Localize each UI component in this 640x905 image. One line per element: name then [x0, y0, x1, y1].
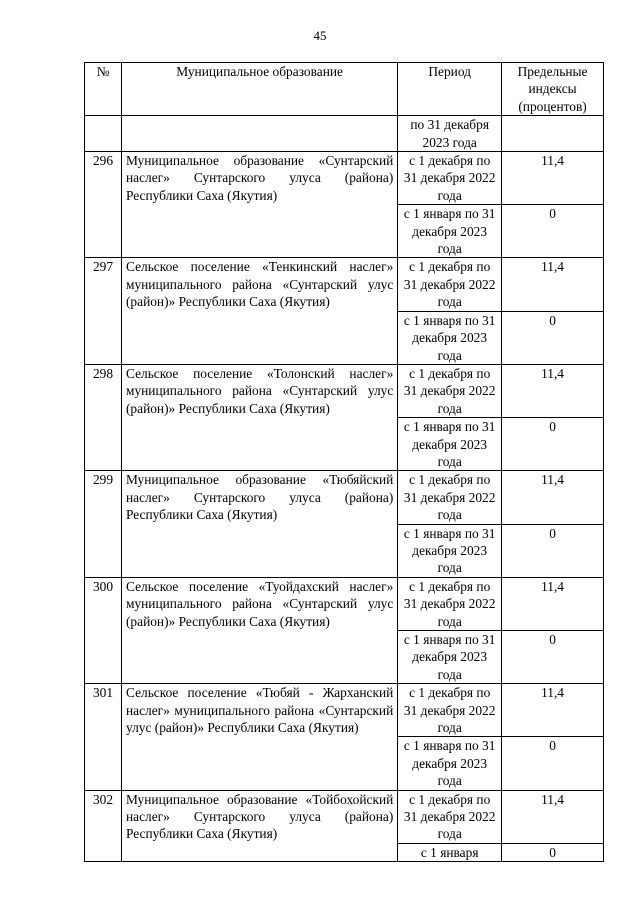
table-row: [85, 471, 604, 524]
municipality-name: Сельское поселение «Тюбяй - Жарханский наслег» муниципального района «Сунтарский улус (район)» Республики Саха (Якутия): [121, 684, 397, 790]
municipality-name: Муниципальное образование «Сунтарский наслег» Сунтарского улуса (района) Республики Саха (Якутия): [121, 152, 397, 258]
index-cell: 11,4: [502, 471, 604, 524]
row-number: 299: [85, 471, 122, 577]
index-cell: 11,4: [502, 364, 604, 417]
index-cell: 0: [502, 311, 604, 364]
row-number: 298: [85, 364, 122, 470]
period-cell: с 1 января по 31 декабря 2023 года: [398, 311, 502, 364]
table-row: [85, 790, 604, 843]
table-row: [85, 577, 604, 630]
row-number: 302: [85, 790, 122, 862]
period-cell: с 1 декабря по 31 декабря 2022 года: [398, 152, 502, 205]
header-index: Предельные индексы (процентов): [502, 63, 604, 116]
table-row: [85, 364, 604, 417]
index-cell: 0: [502, 524, 604, 577]
continuation-index: [502, 116, 604, 152]
row-number: 296: [85, 152, 122, 258]
table-row: [85, 258, 604, 311]
page-number: 45: [313, 28, 327, 43]
municipality-name: Сельское поселение «Туойдахский наслег» муниципального района «Сунтарский улус (район)» Республики Саха (Якутия): [121, 577, 397, 683]
table-body: [85, 116, 604, 862]
period-cell: с 1 января по 31 декабря 2023 года: [398, 631, 502, 684]
table-header-row: [85, 63, 604, 116]
table-row: [85, 684, 604, 737]
period-cell: с 1 декабря по 31 декабря 2022 года: [398, 471, 502, 524]
period-cell: с 1 декабря по 31 декабря 2022 года: [398, 258, 502, 311]
period-cell: с 1 декабря по 31 декабря 2022 года: [398, 577, 502, 630]
index-cell: 11,4: [502, 152, 604, 205]
municipality-name: Сельское поселение «Толонский наслег» муниципального района «Сунтарский улус (район)» Республики Саха (Якутия): [121, 364, 397, 470]
index-cell: 11,4: [502, 577, 604, 630]
index-cell: 11,4: [502, 258, 604, 311]
row-number: 301: [85, 684, 122, 790]
period-cell: с 1 января по 31 декабря 2023 года: [398, 524, 502, 577]
continuation-number-cell: [85, 116, 122, 152]
municipality-name: Муниципальное образование «Тойбохойский наслег» Сунтарского улуса (района) Республики Саха (Якутия): [121, 790, 397, 862]
index-cell: 0: [502, 418, 604, 471]
period-cell: с 1 января по 31 декабря 2023 года: [398, 205, 502, 258]
row-number: 300: [85, 577, 122, 683]
index-cell: 0: [502, 843, 604, 861]
header-number: №: [85, 63, 122, 116]
period-cell: с 1 декабря по 31 декабря 2022 года: [398, 684, 502, 737]
header-period: Период: [398, 63, 502, 116]
municipality-name: Муниципальное образование «Тюбяйский наслег» Сунтарского улуса (района) Республики Саха (Якутия): [121, 471, 397, 577]
row-number: 297: [85, 258, 122, 364]
indices-table: [84, 62, 604, 862]
municipality-name: Сельское поселение «Тенкинский наслег» муниципального района «Сунтарский улус (район)» Республики Саха (Якутия): [121, 258, 397, 364]
index-cell: 0: [502, 205, 604, 258]
continuation-row: [85, 116, 604, 152]
period-cell: с 1 декабря по 31 декабря 2022 года: [398, 790, 502, 843]
period-cell: с 1 декабря по 31 декабря 2022 года: [398, 364, 502, 417]
index-cell: 0: [502, 631, 604, 684]
period-cell: с 1 января по 31 декабря 2023 года: [398, 737, 502, 790]
table-row: [85, 152, 604, 205]
header-municipality: Муниципальное образование: [121, 63, 397, 116]
index-cell: 11,4: [502, 790, 604, 843]
index-cell: 11,4: [502, 684, 604, 737]
period-cell: с 1 января по 31 декабря 2023 года: [398, 418, 502, 471]
period-cell: с 1 января: [398, 843, 502, 861]
continuation-name-cell: [121, 116, 397, 152]
continuation-period: по 31 декабря 2023 года: [398, 116, 502, 152]
index-cell: 0: [502, 737, 604, 790]
